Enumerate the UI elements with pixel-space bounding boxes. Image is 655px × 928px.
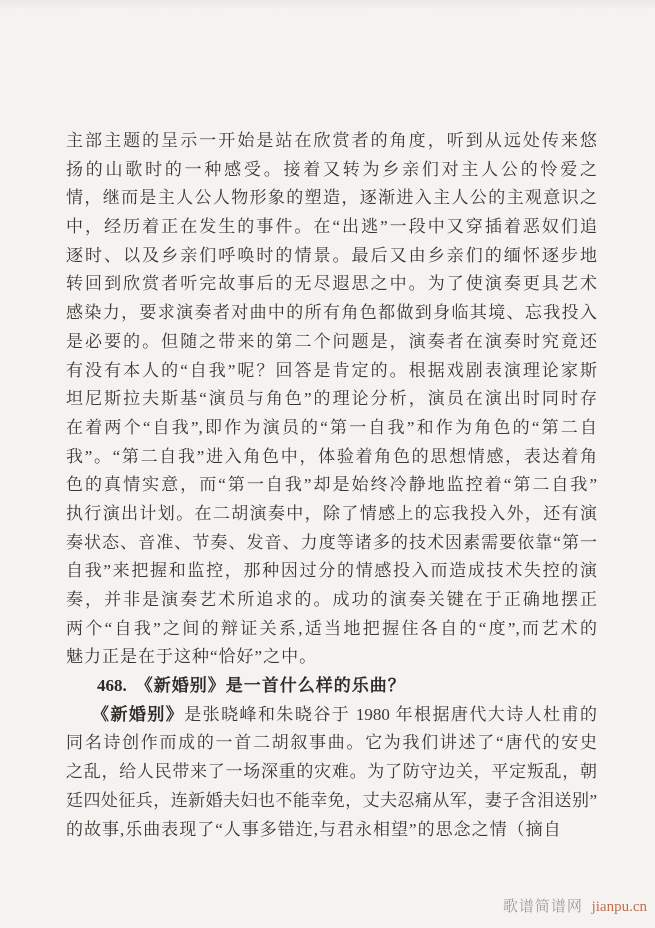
text-line: 执行演出计划。在二胡演奏中，除了情感上的忘我投入外，还有演 xyxy=(66,503,597,523)
text-line: 主部主题的呈示一开始是站在欣赏者的角度，听到从远处传来悠 xyxy=(66,131,597,150)
answer-first-line-text: 是张晓峰和朱晓谷于 1980 年根据唐代大诗人杜甫的 xyxy=(184,704,598,724)
text-line: 是必要的。但随之带来的第二个问题是，演奏者在演奏时究竟还 xyxy=(66,331,597,351)
text-line: 奏，并非是演奏艺术所追求的。成功的演奏关键在于正确地摆正 xyxy=(66,590,597,609)
text-line: 中，经历着正在发生的事件。在“出逃”一段中又穿插着恶奴们追 xyxy=(66,217,597,237)
text-line: 之乱，给人民带来了一场深重的灾难。为了防守边关，平定叛乱，朝 xyxy=(66,762,597,782)
text-line: 廷四处征兵，连新婚夫妇也不能幸免，丈夫忍痛从军，妻子含泪送别” xyxy=(66,790,597,810)
text-line: 自我”来把握和监控，那种因过分的情感投入而造成技术失控的演 xyxy=(66,561,597,581)
text-line: 的故事,乐曲表现了“人事多错迕,与君永相望”的思念之情（摘自 xyxy=(66,819,562,839)
question-line xyxy=(66,672,597,701)
text-line: 我”。“第二自我”进入角色中，体验着角色的思想情感，表达着角 xyxy=(66,446,597,466)
text-line: 感染力，要求演奏者对曲中的所有角色都做到身临其境、忘我投入 xyxy=(66,303,597,323)
text-line: 逐时、以及乡亲们呼唤时的情景。最后又由乡亲们的缅怀逐步地 xyxy=(66,245,597,265)
answer-first-line xyxy=(66,701,597,730)
text-line: 色的真情实意，而“第一自我”却是始终冷静地监控着“第二自我” xyxy=(66,475,597,495)
question-text: 《新婚别》是一首什么样的乐曲？ xyxy=(135,676,406,696)
text-line: 扬的山歌时的一种感受。接着又转为乡亲们对主人公的怜爱之 xyxy=(66,159,597,179)
text-line: 有没有本人的“自我”呢？回答是肯定的。根据戏剧表演理论家斯 xyxy=(66,360,597,380)
question-number: 468. xyxy=(97,676,127,696)
piece-title: 《新婚别》 xyxy=(92,704,185,724)
text-line: 魅力正是在于这种“恰好”之中。 xyxy=(66,647,318,667)
page-text-block xyxy=(66,127,597,844)
watermark xyxy=(503,895,647,916)
text-line: 两个“自我”之间的辩证关系,适当地把握住各自的“度”,而艺术的 xyxy=(66,618,597,638)
text-line: 情，继而是主人公人物形象的塑造，逐渐进入主人公的主观意识之 xyxy=(66,188,597,208)
text-line: 转回到欣赏者听完故事后的无尽遐思之中。为了使演奏更具艺术 xyxy=(66,274,597,294)
watermark-site-url: jianpu.cn xyxy=(591,899,647,915)
text-line: 在着两个“自我”,即作为演员的“第一自我”和作为角色的“第二自 xyxy=(66,417,597,437)
text-line: 坦尼斯拉夫斯基“演员与角色”的理论分析，演员在演出时同时存 xyxy=(66,389,597,409)
text-line: 同名诗创作而成的一首二胡叙事曲。它为我们讲述了“唐代的安史 xyxy=(66,733,597,753)
text-line: 奏状态、音准、节奏、发音、力度等诸多的技术因素需要依靠“第一 xyxy=(66,532,597,552)
watermark-site-name: 歌谱简谱网 xyxy=(502,899,583,915)
